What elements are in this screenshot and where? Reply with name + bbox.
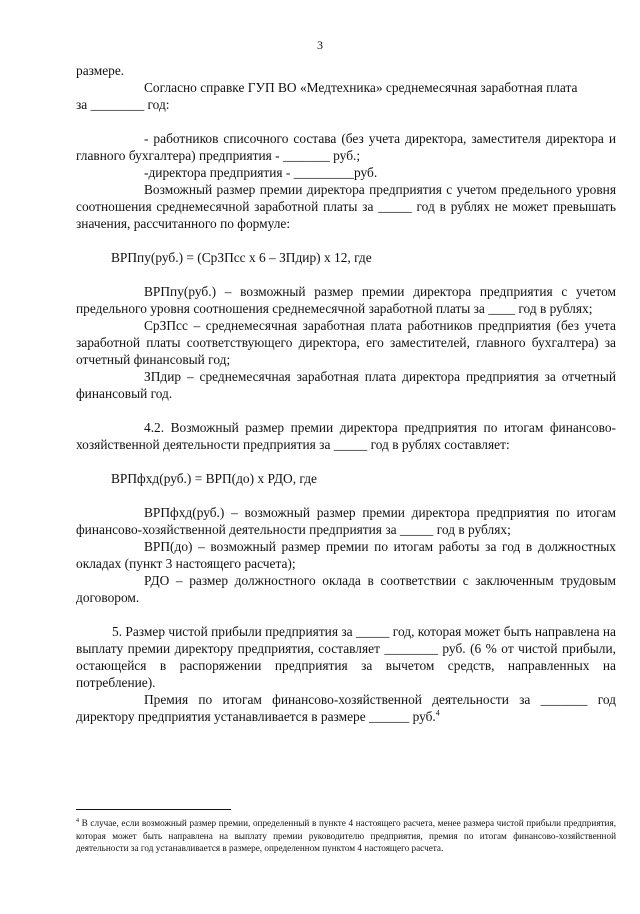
- footnote-divider: [76, 809, 231, 810]
- definition-rdo: РДО – размер должностного оклада в соответствии с заключенным трудовым договором.: [76, 573, 616, 605]
- paragraph-salary-year: за ________ год:: [76, 97, 170, 112]
- definition-zpdir: ЗПдир – среднемесячная заработная плата директора предприятия за отчетный финансовый год.: [76, 369, 616, 401]
- paragraph-bonus-limit: Возможный размер премии директора предприятия с учетом предельного уровня соотношения среднемесячной заработной платы за _____ год в рублях не может превышать значения, рассчитанного по формуле:: [76, 182, 616, 231]
- formula-vrpfhd: ВРПфхд(руб.) = ВРП(до) х РДО, где: [111, 471, 317, 486]
- page-number: 3: [317, 38, 323, 52]
- footnote-text: В случае, если возможный размер премии, определенный в пункте 4 настоящего расчета, менее размера чистой прибыли предприятия, которая может быть направлена на выплату премии руководителю предприятия, премия по итогам финансово-хозяйственной деятельности за год устанавливается в размере, определенном пунктом 4 настоящего расчета.: [76, 818, 616, 854]
- definition-srzpss: СрЗПсс – среднемесячная заработная плата работников предприятия (без учета заработной платы соответствующего директора, его заместителей, главного бухгалтера) за отчетный финансовый год;: [76, 318, 616, 367]
- section-5: 5. Размер чистой прибыли предприятия за _____ год, которая может быть направлена на выплату премии директору предприятия, составляет ________ руб. (6 % от чистой прибыли, остающейся в распоряжении предприятия за вычетом средств, направленных на потребление).: [76, 624, 616, 690]
- paragraph-continuation: размере.: [76, 63, 125, 78]
- paragraph-salary-reference: Согласно справке ГУП ВО «Медтехника» среднемесячная заработная плата: [144, 80, 578, 95]
- paragraph-bonus-set: [76, 691, 616, 725]
- definition-vrpfhd: ВРПфхд(руб.) – возможный размер премии директора предприятия по итогам финансово-хозяйственной деятельности предприятия за _____ год в рублях;: [76, 505, 616, 537]
- definition-vrpdo: ВРП(до) – возможный размер премии по итогам работы за год в должностных окладах (пункт 3 настоящего расчета);: [76, 539, 616, 571]
- definition-vrppu: ВРПпу(руб.) – возможный размер премии директора предприятия с учетом предельного уровня соотношения среднемесячной заработной платы за ____ год в рублях;: [76, 284, 616, 316]
- footnote-reference: 4: [435, 708, 440, 718]
- formula-vrppu: ВРПпу(руб.) = (СрЗПсс х 6 – ЗПдир) х 12, где: [111, 250, 372, 265]
- page-body: [76, 62, 616, 725]
- paragraph-director-salary: -директора предприятия - _________руб.: [144, 165, 378, 180]
- footnote-marker: 4: [76, 818, 79, 824]
- section-4-2: 4.2. Возможный размер премии директора предприятия по итогам финансово-хозяйственной деятельности предприятия за _____ год в рублях составляет:: [76, 420, 616, 452]
- bonus-set-text: Премия по итогам финансово-хозяйственной деятельности за _______ год директору предприятия устанавливается в размере ______ руб.: [76, 692, 616, 724]
- footnote: [76, 815, 616, 855]
- paragraph-staff-salary: - работников списочного состава (без учета директора, заместителя директора и главного бухгалтера) предприятия - _______ руб.;: [76, 131, 616, 163]
